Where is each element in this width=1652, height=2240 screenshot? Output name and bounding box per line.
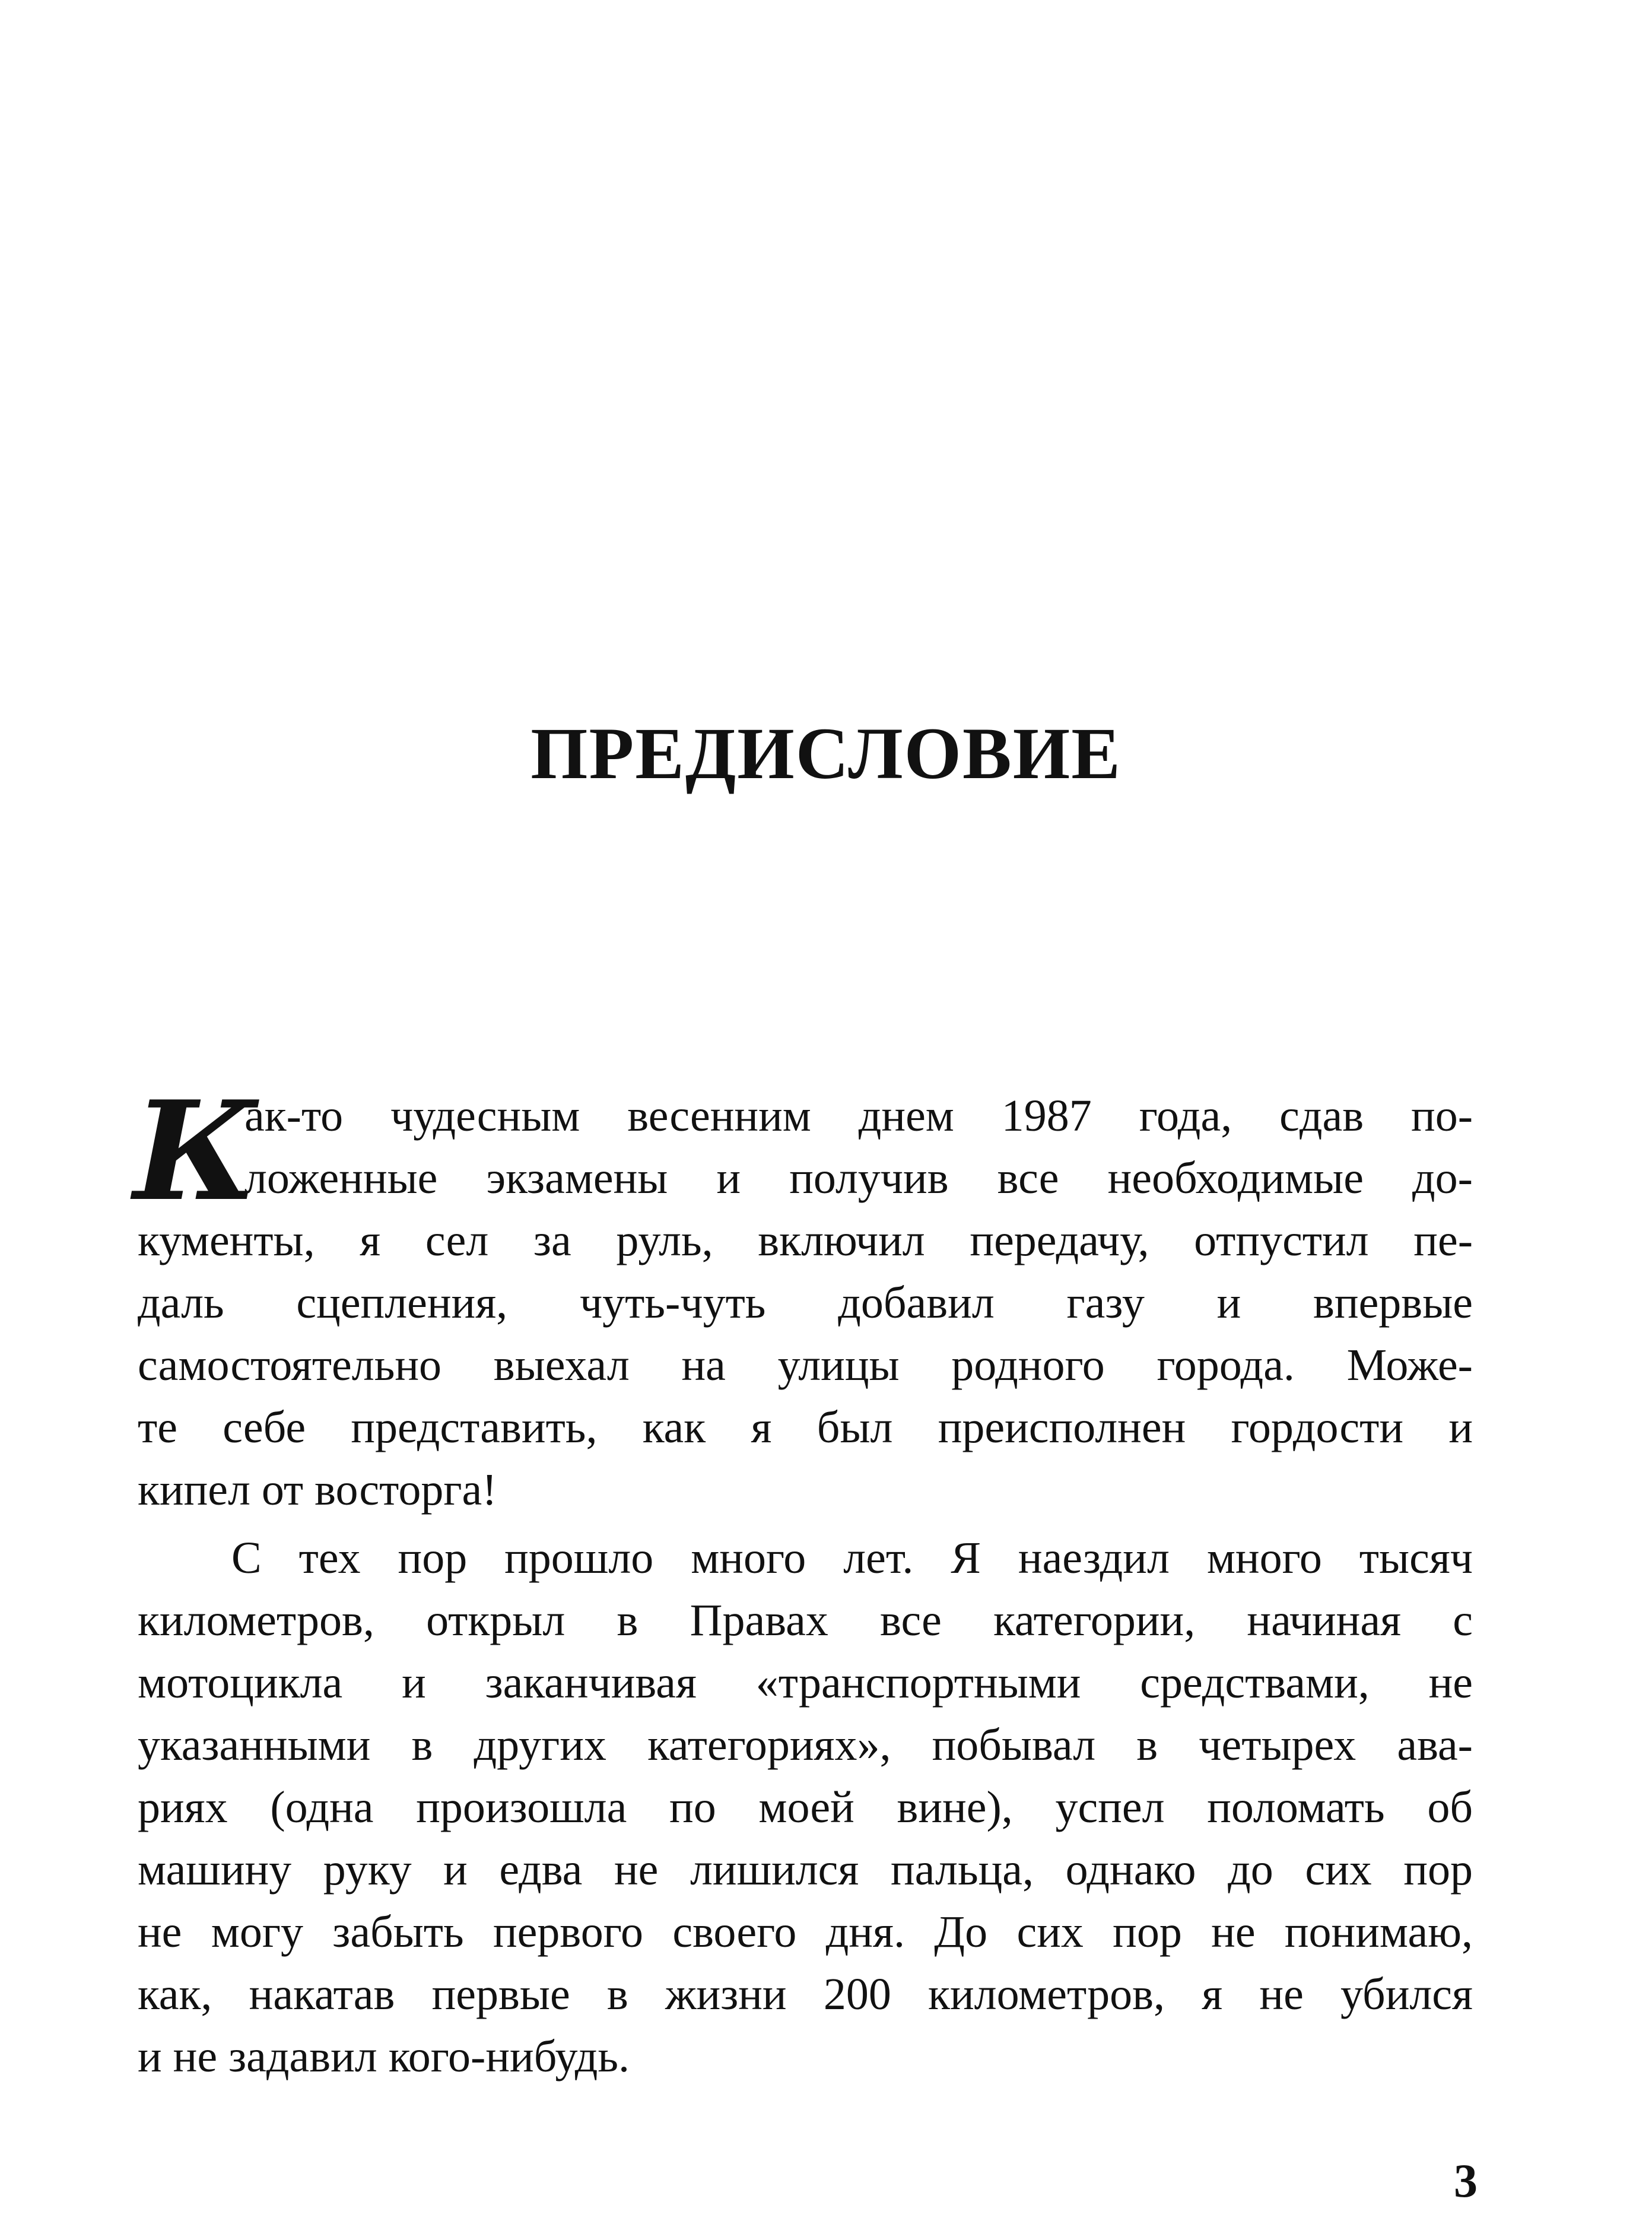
paragraph-1-line: ложенные экзамены и получив все необходимые до- (244, 1153, 1473, 1203)
paragraph-1-line: даль сцепления, чуть-чуть добавил газу и впервые (138, 1278, 1473, 1328)
paragraph-1-line: кументы, я сел за руль, включил передачу, отпустил пе- (138, 1216, 1473, 1265)
paragraph-2-line: машину руку и едва не лишился пальца, однако до сих пор (138, 1845, 1473, 1895)
paragraph-2-line: мотоцикла и заканчивая «транспортными средствами, не (138, 1658, 1473, 1708)
paragraph-1-line: кипел от восторга! (138, 1465, 497, 1515)
paragraph-1-line: самостоятельно выехал на улицы родного города. Може- (138, 1340, 1473, 1390)
paragraph-1-line: ак-то чудесным весенним днем 1987 года, сдав по- (244, 1091, 1473, 1141)
paragraph-2-line: не могу забыть первого своего дня. До сих пор не понимаю, (138, 1907, 1473, 1957)
paragraph-2-line: как, накатав первые в жизни 200 километров, я не убился (138, 1969, 1473, 2019)
paragraph-2-line: риях (одна произошла по моей вине), успел поломать об (138, 1782, 1473, 1832)
paragraph-1-line: те себе представить, как я был преисполнен гордости и (138, 1403, 1473, 1452)
paragraph-2-line: указанными в других категориях», побывал в четырех ава- (138, 1720, 1473, 1770)
paragraph-2-line: и не задавил кого-нибудь. (138, 2032, 630, 2082)
page-number: 3 (1454, 2155, 1478, 2207)
drop-cap-letter: К (134, 1071, 258, 1232)
paragraph-2-line: километров, открыл в Правах все категории, начиная с (138, 1595, 1473, 1645)
chapter-title: ПРЕДИСЛОВИЕ (530, 713, 1122, 794)
paragraph-2-line: С тех пор прошло много лет. Я наездил много тысяч (231, 1533, 1473, 1583)
